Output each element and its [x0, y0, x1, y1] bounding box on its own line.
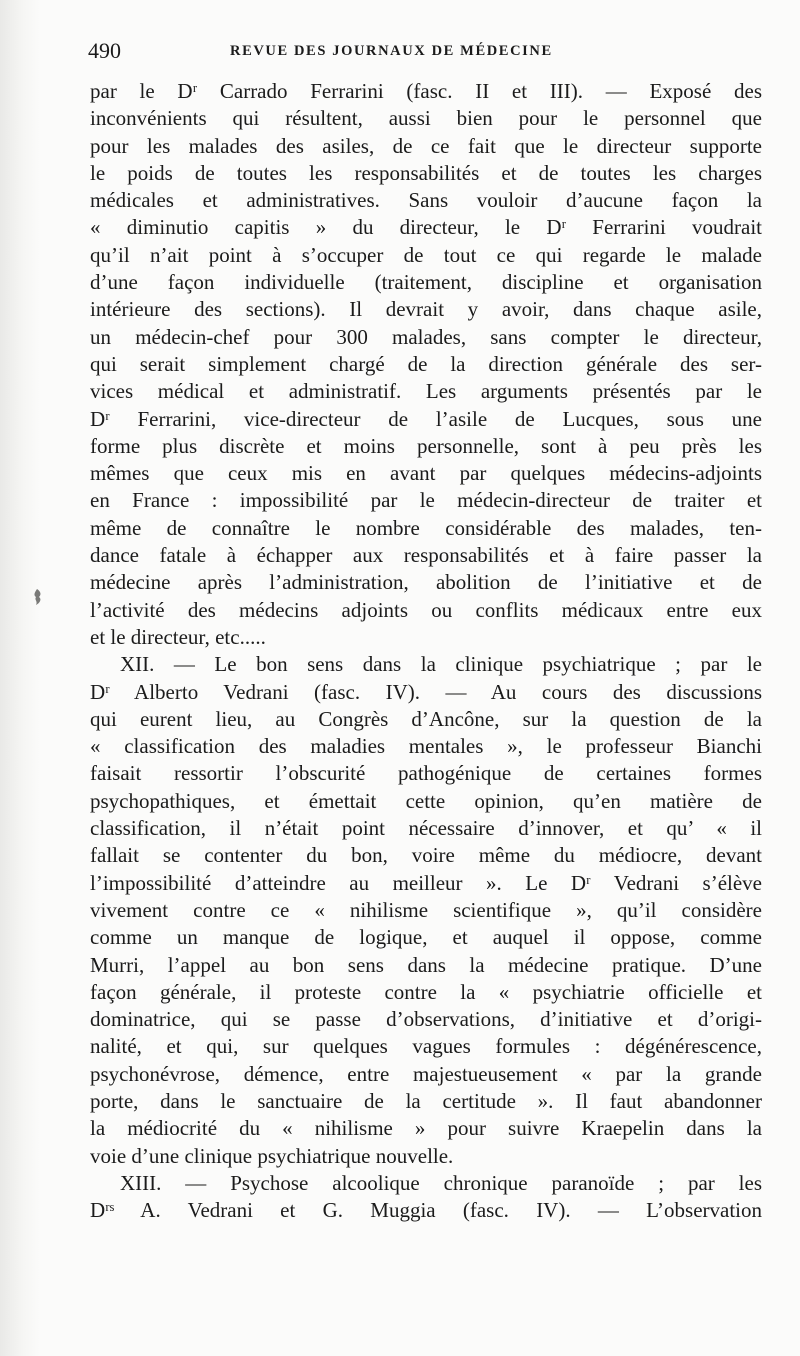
text-line: le poids de toutes les responsabilités et de toutes les charges [90, 160, 762, 185]
text-line: par le Dʳ Carrado Ferrarini (fasc. II et III). — Exposé des [90, 79, 762, 103]
text-line: comme un manque de logique, et auquel il oppose, comme [90, 925, 762, 950]
text-line: Dʳˢ A. Vedrani et G. Muggia (fasc. IV). — L’observation [90, 1198, 762, 1223]
text-line: faisait ressortir l’obscurité pathogénique de certaines formes [90, 761, 762, 786]
text-line: classification, il n’était point nécessaire d’innover, et qu’ « il [90, 816, 762, 841]
page-gutter-shadow [0, 0, 40, 1356]
text-line: dance fatale à échapper aux responsabilités et à faire passer la [90, 543, 762, 568]
text-line: dominatrice, qui se passe d’observations, d’initiative et d’origi- [90, 1007, 762, 1032]
text-line: psychonévrose, démence, entre majestueusement « par la grande [90, 1061, 762, 1086]
section-heading-line: XIII. — Psychose alcoolique chronique paranoïde ; par les [120, 1170, 762, 1195]
section-heading-line: XII. — Le bon sens dans la clinique psychiatrique ; par le [120, 652, 762, 677]
text-line: qui eurent lieu, au Congrès d’Ancône, sur la question de la [90, 706, 762, 731]
text-line: Dʳ Ferrarini, vice-directeur de l’asile de Lucques, sous une [90, 406, 762, 431]
text-line: vices médical et administratif. Les arguments présentés par le [90, 379, 762, 404]
text-line: et le directeur, etc..... [90, 624, 266, 649]
running-head [88, 38, 758, 68]
text-line: porte, dans le sanctuaire de la certitude ». Il faut abandonner [90, 1088, 762, 1113]
text-line: nalité, et qui, sur quelques vagues formules : dégénérescence, [90, 1034, 762, 1059]
text-line: d’une façon individuelle (traitement, discipline et organisation [90, 270, 762, 295]
journal-title: REVUE DES JOURNAUX DE MÉDECINE [230, 43, 553, 59]
text-line: même de connaître le nombre considérable des malades, ten- [90, 515, 762, 540]
text-line: voie d’une clinique psychiatrique nouvelle. [90, 1143, 454, 1168]
text-line: inconvénients qui résultent, aussi bien pour le personnel que [90, 106, 762, 131]
text-line: l’activité des médecins adjoints ou conflits médicaux entre eux [90, 597, 762, 622]
text-line: intérieure des sections). Il devrait y avoir, dans chaque asile, [90, 297, 762, 322]
text-line: la médiocrité du « nihilisme » pour suivre Kraepelin dans la [90, 1116, 762, 1141]
text-line: forme plus discrète et moins personnelle, sont à peu près les [90, 433, 762, 458]
text-line: vivement contre ce « nihilisme scientifique », qu’il considère [90, 897, 762, 922]
text-line: l’impossibilité d’atteindre au meilleur ». Le Dʳ Vedrani s’élève [90, 870, 762, 895]
text-line: Dʳ Alberto Vedrani (fasc. IV). — Au cours des discussions [90, 679, 762, 704]
text-line: médecine après l’administration, abolition de l’initiative et de [90, 570, 762, 595]
text-line: fallait se contenter du bon, voire même du médiocre, devant [90, 843, 762, 868]
text-line: « classification des maladies mentales », le professeur Bianchi [90, 734, 762, 759]
body-text [90, 78, 762, 1224]
text-line: en France : impossibilité par le médecin-directeur de traiter et [90, 488, 762, 513]
page-number: 490 [88, 38, 121, 63]
text-line: « diminutio capitis » du directeur, le Dʳ Ferrarini voudrait [90, 215, 762, 240]
text-line: pour les malades des asiles, de ce fait que le directeur supporte [90, 133, 762, 158]
text-line: Murri, l’appel au bon sens dans la médecine pratique. D’une [90, 952, 762, 977]
text-line: façon générale, il proteste contre la « psychiatrie officielle et [90, 979, 762, 1004]
text-line: qui serait simplement chargé de la direction générale des ser- [90, 351, 762, 376]
ink-mark-icon [30, 588, 44, 606]
text-line: psychopathiques, et émettait cette opinion, qu’en matière de [90, 788, 762, 813]
text-line: un médecin-chef pour 300 malades, sans compter le directeur, [90, 324, 762, 349]
text-line: médicales et administratives. Sans vouloir d’aucune façon la [90, 188, 762, 213]
text-line: mêmes que ceux mis en avant par quelques médecins-adjoints [90, 461, 762, 486]
text-line: qu’il n’ait point à s’occuper de tout ce qui regarde le malade [90, 242, 762, 267]
